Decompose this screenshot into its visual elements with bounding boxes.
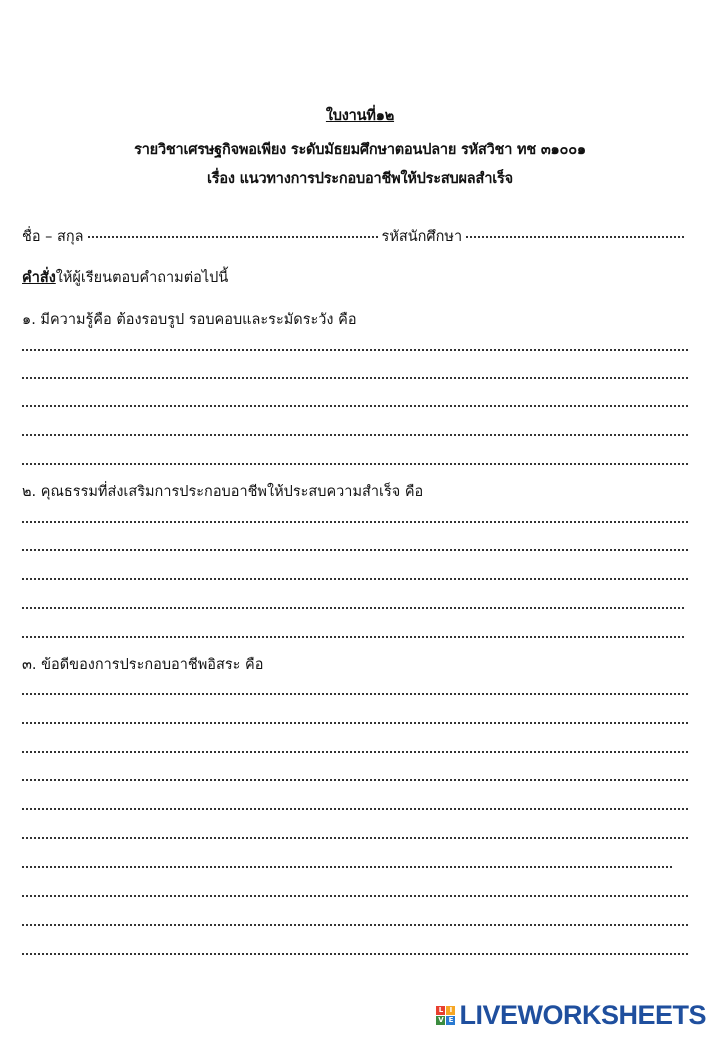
logo-mark-letter: V [438, 1015, 444, 1024]
answer-line-q1-4[interactable] [22, 434, 688, 436]
answer-line-q1-3[interactable] [22, 405, 688, 407]
answer-line-q3-9[interactable] [22, 924, 688, 926]
answer-line-q3-4[interactable] [22, 779, 688, 781]
answer-line-q2-2[interactable] [22, 549, 688, 551]
question-3: ๓. ข้อดีของการประกอบอาชีพอิสระ คือ [22, 657, 264, 673]
answer-line-q2-3[interactable] [22, 578, 688, 580]
student-id-field[interactable] [466, 236, 684, 238]
logo-mark-letter: E [446, 1016, 455, 1025]
answer-line-q2-4[interactable] [22, 607, 684, 609]
answer-line-q3-8[interactable] [22, 895, 688, 897]
logo-mark-letter: L [436, 1006, 445, 1015]
logo-text: LIVEWORKSHEETS [459, 1000, 706, 1030]
liveworksheets-mark-icon [436, 1006, 455, 1025]
liveworksheets-logo [436, 1000, 706, 1030]
logo-mark-letter: I [446, 1006, 455, 1015]
topic-line: เรื่อง แนวทางการประกอบอาชีพให้ประสบผลสำเร็จ [207, 171, 513, 187]
answer-line-q3-10[interactable] [22, 953, 688, 955]
question-1: ๑. มีความรู้คือ ต้องรอบรูป รอบคอบและระมัดระวัง คือ [22, 312, 357, 328]
answer-line-q1-1[interactable] [22, 349, 688, 351]
name-label: ชื่อ – สกุล [22, 229, 84, 245]
answer-line-q3-1[interactable] [22, 693, 688, 695]
instruction-label: คำสั่ง [22, 270, 56, 286]
answer-line-q2-1[interactable] [22, 521, 688, 523]
answer-line-q2-5[interactable] [22, 636, 684, 638]
answer-line-q1-2[interactable] [22, 377, 688, 379]
subject-line: รายวิชาเศรษฐกิจพอเพียง ระดับมัธยมศึกษาตอนปลาย รหัสวิชา ทช ๓๑๐๐๑ [134, 142, 586, 158]
worksheet-title: ใบงานที่๑๒ [325, 108, 395, 124]
answer-line-q3-5[interactable] [22, 808, 688, 810]
instruction-row [22, 266, 688, 289]
name-field[interactable] [88, 236, 378, 238]
answer-line-q1-5[interactable] [22, 463, 688, 465]
student-id-label: รหัสนักศึกษา [381, 229, 463, 245]
answer-line-q3-7[interactable] [22, 866, 672, 868]
answer-line-q3-3[interactable] [22, 751, 688, 753]
question-2: ๒. คุณธรรมที่ส่งเสริมการประกอบอาชีพให้ประสบความสำเร็จ คือ [22, 484, 424, 500]
answer-line-q3-6[interactable] [22, 837, 688, 839]
student-info-row [22, 225, 688, 248]
answer-line-q3-2[interactable] [22, 722, 688, 724]
instruction-text: ให้ผู้เรียนตอบคำถามต่อไปนี้ [55, 270, 229, 286]
